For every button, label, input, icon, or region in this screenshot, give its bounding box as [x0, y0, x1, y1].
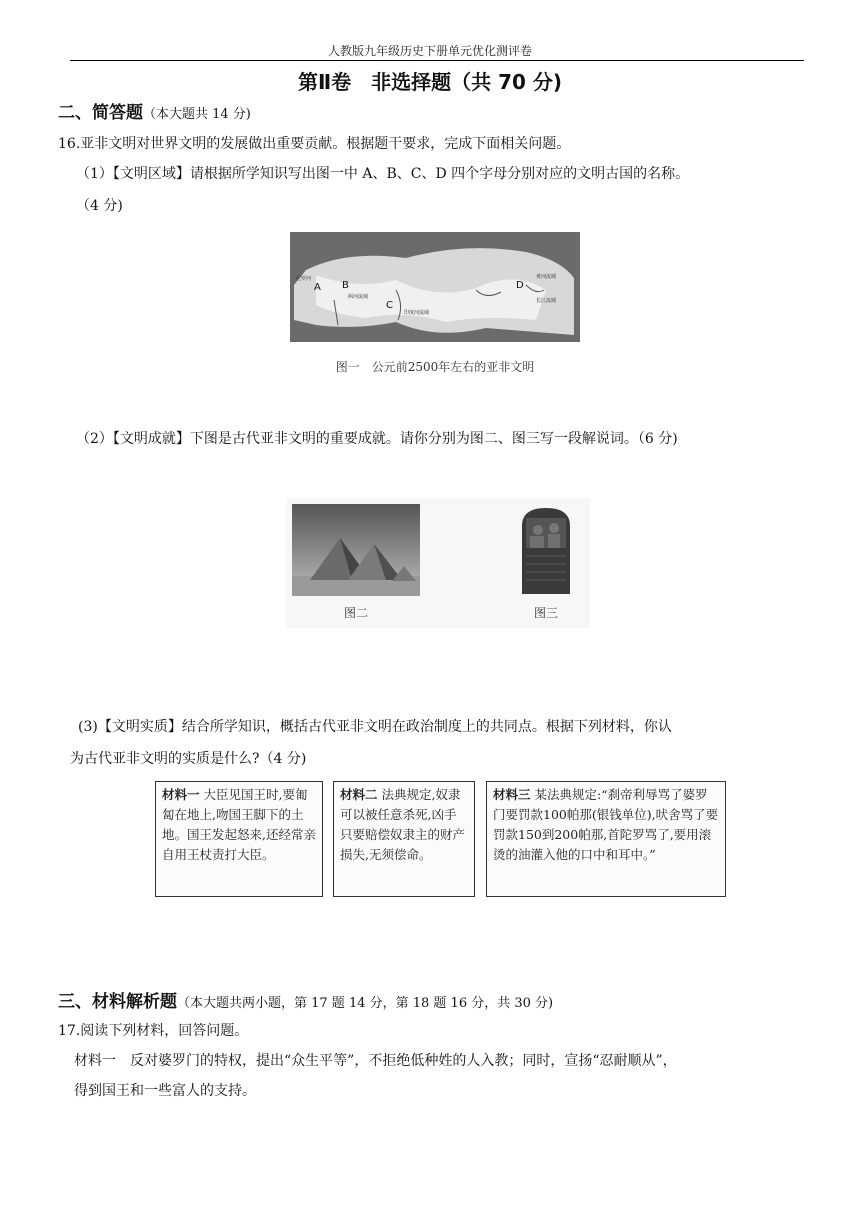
pyramids-image	[292, 504, 420, 596]
q17-material1-label: 材料一	[74, 1053, 116, 1069]
q16-sub3-line1: (3)【文明实质】结合所学知识，概括古代亚非文明在政治制度上的共同点。根据下列材料，你认	[78, 719, 672, 735]
stele-image	[516, 506, 576, 594]
material-box-3	[486, 781, 726, 897]
q17-material1-line1	[74, 1051, 677, 1071]
material-box-2	[333, 781, 475, 897]
map-label-c: C	[386, 300, 393, 311]
q17-material1-line2: 得到国王和一些富人的支持。	[74, 1083, 256, 1099]
page-header: 人教版九年级历史下册单元优化测评卷	[327, 44, 532, 58]
material-3-label: 材料三	[493, 787, 531, 802]
map-small-label-yangtze: 长江流域	[536, 298, 557, 304]
material-1-text: 大臣见国王时,要匍匐在地上,吻国王脚下的土地。国王发起怒来,还经常亲自用王杖责打大臣。	[162, 787, 316, 862]
q17-stem: 17.阅读下列材料，回答问题。	[58, 1023, 249, 1039]
map-small-label-nile: 尼罗河	[296, 276, 312, 282]
header-rule	[70, 60, 804, 61]
material-2-label: 材料二	[340, 787, 378, 802]
figure-1-caption: 图一 公元前2500年左右的亚非文明	[335, 360, 535, 374]
figure-3-caption: 图三	[533, 606, 558, 620]
figures-2-3-panel	[286, 498, 590, 628]
map-label-d: D	[516, 280, 524, 291]
part-title: 第Ⅱ卷 非选择题（共 70 分)	[297, 70, 563, 94]
q16-sub1-line2: （4 分)	[76, 198, 123, 214]
q16-sub2: （2）【文明成就】下图是古代亚非文明的重要成就。请你分别为图二、图三写一段解说词。（6 分)	[76, 431, 678, 447]
material-1-label: 材料一	[162, 787, 200, 802]
section-2-heading	[58, 98, 251, 123]
q16-stem: 16.亚非文明对世界文明的发展做出重要贡献。根据题干要求，完成下面相关问题。	[58, 136, 571, 152]
section-3-title: 三、材料解析题	[58, 992, 177, 1012]
map-small-label-indus: 印度河流域	[404, 310, 430, 316]
q16-sub3-line2: 为古代亚非文明的实质是什么?（4 分)	[70, 751, 307, 767]
section-3-note: （本大题共两小题，第 17 题 14 分，第 18 题 16 分，共 30 分)	[177, 996, 554, 1011]
q17-material1-text: 反对婆罗门的特权，提出“众生平等”，不拒绝低种姓的人入教；同时，宣扬“忍耐顺从”，	[130, 1053, 677, 1069]
section-3-heading	[58, 987, 553, 1012]
section-2-note: （本大题共 14 分)	[143, 107, 251, 122]
map-label-b: B	[342, 280, 349, 291]
section-2-title: 二、简答题	[58, 103, 143, 123]
map-label-a: A	[314, 282, 321, 293]
q16-sub1-line1: （1）【文明区域】请根据所学知识写出图一中 A、B、C、D 四个字母分别对应的文明古国的名称。	[76, 166, 690, 182]
map-small-label-two-rivers: 两河流域	[348, 294, 369, 300]
figure-2-caption: 图二	[343, 606, 368, 620]
material-2-text: 法典规定,奴隶可以被任意杀死,凶手只要赔偿奴隶主的财产损失,无须偿命。	[340, 787, 466, 862]
material-box-1	[155, 781, 323, 897]
material-3-text: 某法典规定:“刹帝利辱骂了婆罗门要罚款100帕那(银钱单位),吠舍骂了要罚款150到200帕那,首陀罗骂了,要用滚烫的油灌入他的口中和耳中。”	[493, 787, 719, 862]
figure-1-map	[286, 230, 584, 380]
map-small-label-yellow-river: 黄河流域	[536, 274, 557, 280]
